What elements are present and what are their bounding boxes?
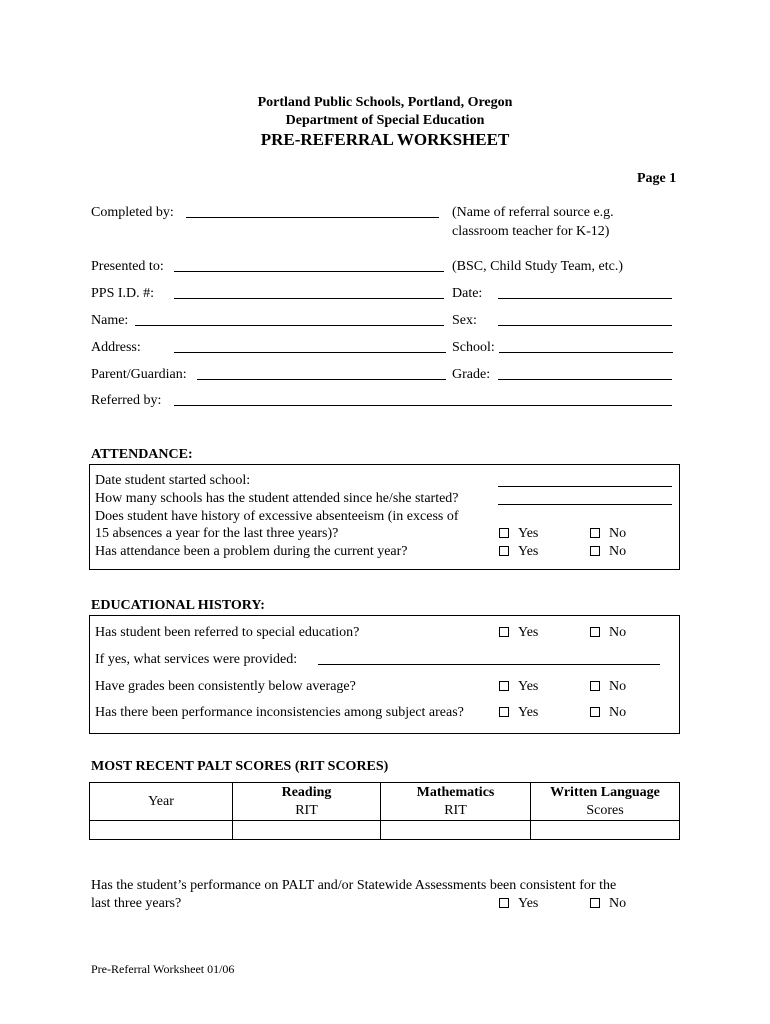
presented-to-label: Presented to: — [91, 259, 164, 274]
table-row — [90, 821, 680, 840]
completed-by-note-2: classroom teacher for K-12) — [452, 224, 610, 239]
completed-by-note: (Name of referral source e.g. — [452, 205, 614, 220]
checkbox-icon[interactable] — [499, 898, 509, 908]
completed-by-label: Completed by: — [91, 205, 174, 220]
table-header-row — [90, 783, 680, 821]
sex-label: Sex: — [452, 313, 477, 328]
absenteeism-yes-option[interactable]: Yes — [499, 525, 538, 543]
education-heading: EDUCATIONAL HISTORY: — [91, 598, 265, 613]
checkbox-icon[interactable] — [590, 707, 600, 717]
name-field[interactable] — [135, 325, 444, 326]
checkbox-icon[interactable] — [499, 681, 509, 691]
final-question-cont: last three years? — [91, 896, 182, 911]
attendance-q1: Date student started school: — [95, 473, 251, 488]
education-q1: Has student been referred to special education? — [95, 625, 360, 640]
checkbox-icon[interactable] — [590, 528, 600, 538]
palt-scores-table — [89, 782, 680, 840]
final-question: Has the student’s performance on PALT and/or Statewide Assessments been consistent for the — [91, 878, 617, 893]
parent-guardian-label: Parent/Guardian: — [91, 367, 187, 382]
checkbox-icon[interactable] — [590, 898, 600, 908]
schools-attended-field[interactable] — [498, 504, 672, 505]
attendance-q3: Does student have history of excessive absenteeism (in excess of — [95, 509, 459, 524]
year-cell[interactable] — [90, 821, 233, 840]
checkbox-icon[interactable] — [499, 528, 509, 538]
name-label: Name: — [91, 313, 129, 328]
year-header: Year — [90, 783, 233, 821]
referred-by-field[interactable] — [174, 405, 672, 406]
date-label: Date: — [452, 286, 483, 301]
written-cell[interactable] — [531, 821, 680, 840]
math-header: Mathematics RIT — [381, 783, 531, 821]
address-field[interactable] — [174, 352, 446, 353]
school-field[interactable] — [499, 352, 673, 353]
grades-below-no-option[interactable]: No — [590, 678, 626, 696]
reading-cell[interactable] — [233, 821, 381, 840]
parent-guardian-field[interactable] — [197, 379, 446, 380]
inconsistencies-yes-option[interactable]: Yes — [499, 704, 538, 722]
checkbox-icon[interactable] — [499, 546, 509, 556]
checkbox-icon[interactable] — [590, 546, 600, 556]
attendance-problem-no-option[interactable]: No — [590, 543, 626, 561]
start-date-field[interactable] — [498, 486, 672, 487]
pps-id-field[interactable] — [174, 298, 444, 299]
presented-to-note: (BSC, Child Study Team, etc.) — [452, 259, 624, 274]
education-q3: Have grades been consistently below average? — [95, 679, 356, 694]
palt-consistent-yes-option[interactable]: Yes — [499, 895, 538, 913]
services-provided-field[interactable] — [318, 664, 660, 665]
math-cell[interactable] — [381, 821, 531, 840]
school-label: School: — [452, 340, 495, 355]
inconsistencies-no-option[interactable]: No — [590, 704, 626, 722]
attendance-problem-yes-option[interactable]: Yes — [499, 543, 538, 561]
palt-consistent-no-option[interactable]: No — [590, 895, 626, 913]
org-name: Portland Public Schools, Portland, Oregon — [257, 95, 513, 110]
address-label: Address: — [91, 340, 141, 355]
reading-header: Reading RIT — [233, 783, 381, 821]
education-q4: Has there been performance inconsistencies among subject areas? — [95, 705, 464, 720]
presented-to-field[interactable] — [174, 271, 444, 272]
completed-by-field[interactable] — [186, 217, 439, 218]
attendance-q2: How many schools has the student attended since he/she started? — [95, 491, 459, 506]
checkbox-icon[interactable] — [499, 627, 509, 637]
referred-by-label: Referred by: — [91, 393, 162, 408]
attendance-q3-cont: 15 absences a year for the last three years)? — [95, 526, 339, 541]
palt-heading: MOST RECENT PALT SCORES (RIT SCORES) — [91, 759, 389, 774]
department-name: Department of Special Education — [285, 113, 485, 128]
grade-field[interactable] — [498, 379, 672, 380]
grades-below-yes-option[interactable]: Yes — [499, 678, 538, 696]
sex-field[interactable] — [498, 325, 672, 326]
attendance-heading: ATTENDANCE: — [91, 447, 193, 462]
referred-sped-yes-option[interactable]: Yes — [499, 624, 538, 642]
date-field[interactable] — [498, 298, 672, 299]
checkbox-icon[interactable] — [499, 707, 509, 717]
checkbox-icon[interactable] — [590, 681, 600, 691]
absenteeism-no-option[interactable]: No — [590, 525, 626, 543]
education-q2: If yes, what services were provided: — [95, 652, 298, 667]
footer-text: Pre-Referral Worksheet 01/06 — [91, 962, 235, 976]
grade-label: Grade: — [452, 367, 491, 382]
pps-id-label: PPS I.D. #: — [91, 286, 155, 301]
checkbox-icon[interactable] — [590, 627, 600, 637]
page-number: Page 1 — [637, 171, 677, 186]
written-language-header: Written Language Scores — [531, 783, 680, 821]
page-title: PRE-REFERRAL WORKSHEET — [260, 130, 510, 149]
attendance-q4: Has attendance been a problem during the current year? — [95, 544, 408, 559]
referred-sped-no-option[interactable]: No — [590, 624, 626, 642]
